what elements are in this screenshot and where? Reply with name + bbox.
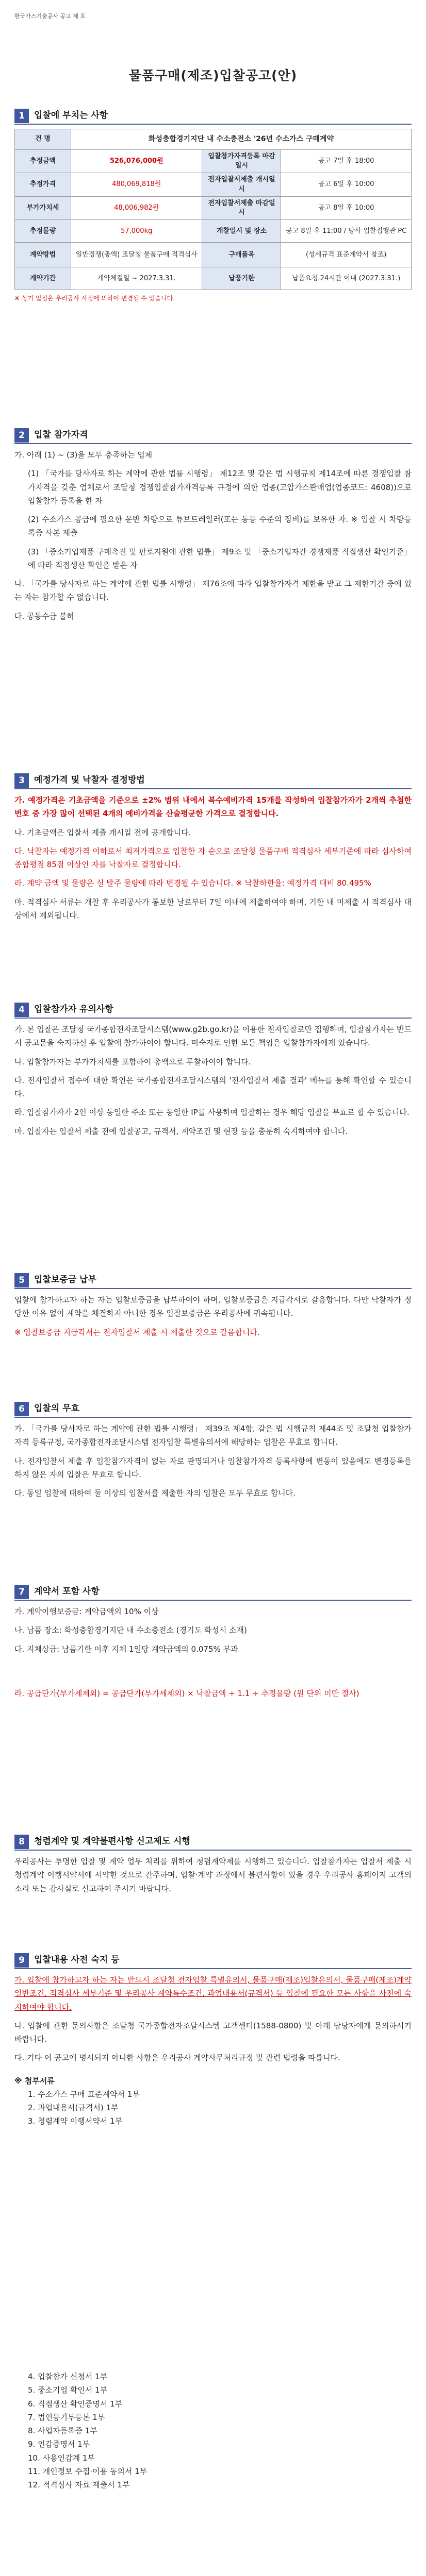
section-title: 입찰에 부치는 사항 (34, 110, 108, 121)
section-header (14, 1834, 412, 1851)
value-cell: 공고 8일 후 11:00 / 당사 입찰집행관 PC (281, 220, 412, 243)
value-cell: 납품요청 24시간 이내 (2027.3.31.) (281, 267, 412, 290)
attachment-item: 8. 사업자등록증 1부 (28, 2426, 97, 2435)
paragraph: 가. 「국가를 당사자로 하는 계약에 관한 법률 시행령」 제39조 제4항, 같은 법 시행규칙 제44조 및 조달청 입찰참가자격 등록규정, 국가종합전자조달시스템 전자입찰 특별유의서에 해당하는 입찰은 무효로 합니다. (14, 1424, 412, 1447)
label-cell: 부가가치세 (15, 196, 71, 219)
section-4 (14, 1002, 412, 1143)
schedule-note: ※ 상기 일정은 우리공사 사정에 의하여 변경될 수 있습니다. (14, 295, 175, 302)
attachment-item: 10. 사용인감계 1부 (28, 2453, 95, 2463)
section-7 (14, 1584, 412, 1705)
paragraph: 마. 입찰자는 입찰서 제출 전에 입찰공고, 규격서, 계약조건 및 현장 등을 충분히 숙지하여야 합니다. (14, 1126, 348, 1136)
paragraph: 나. 기초금액은 입찰서 제출 개시일 전에 공개합니다. (14, 827, 191, 837)
section-title: 예정가격 및 낙찰자 결정방법 (34, 775, 145, 786)
header-line: 한국가스기술공사 공고 제 호 (14, 13, 86, 20)
attachment-item: 11. 개인정보 수집·이용 동의서 1부 (28, 2466, 148, 2476)
attachment-item: 2. 과업내용서(규격서) 1부 (28, 2103, 119, 2112)
attachment-continued (14, 2370, 412, 2492)
formula-text: 라. 공급단가(부가세제외) = 공급단가(부가세제외) × 낙찰금액 ÷ 1.1 ÷ 추정물량 (원 단위 미만 절사) (14, 1688, 359, 1698)
paragraph: (2) 수소가스 공급에 필요한 운반 차량으로 튜브트레일러(또는 동등 수준의 장비)를 보유한 자. ※ 입찰 시 차량등록증 사본 제출 (28, 515, 412, 538)
attachment-item: 7. 법인등기부등본 1부 (28, 2412, 105, 2422)
section-number: 9 (14, 1953, 29, 1968)
paragraph: 가. 계약이행보증금: 계약금액의 10% 이상 (14, 1607, 159, 1616)
section-number: 8 (14, 1835, 29, 1849)
paragraph: 가. 본 입찰은 조달청 국가종합전자조달시스템(www.g2b.go.kr)을 이용한 전자입찰로만 집행하며, 입찰참가자는 반드시 공고문을 숙지하신 후 입찰에 참가하여야 합니다. 미숙지로 인한 모든 책임은 입찰참가자에게 있습니다. (14, 1025, 412, 1048)
label-cell: 계약기간 (15, 267, 71, 290)
label-cell: 추정가격 (15, 173, 71, 196)
attachment-item: 1. 수소가스 구매 표준계약서 1부 (28, 2089, 140, 2099)
section-title: 입찰보증금 납부 (34, 1275, 96, 1285)
paragraph: 다. 전자입찰서 접수에 대한 확인은 국가종합전자조달시스템의 '전자입찰서 제출 결과' 메뉴를 통해 확인할 수 있습니다. (14, 1075, 412, 1098)
label-cell: 전자입찰서제출 마감일시 (202, 196, 281, 219)
section-title: 입찰 참가자격 (34, 430, 88, 440)
section-header (14, 1584, 412, 1601)
section-header (14, 108, 412, 125)
section-header (14, 1002, 412, 1019)
section-title: 계약서 포함 사항 (34, 1586, 100, 1597)
attachment-item: 3. 청렴계약 이행서약서 1부 (28, 2116, 123, 2126)
section-title: 청렴계약 및 계약불편사항 신고제도 시행 (34, 1836, 190, 1847)
paragraph: (1) 「국가를 당사자로 하는 계약에 관한 법률 시행령」 제12조 및 같은 법 시행규칙 제14조에 따른 경쟁입찰 참가자격을 갖춘 업체로서 조달청 경쟁입찰참가자격등록 규정에 의한 업종(고압가스판매업(업종코드: 4608))으로 입찰참가 등록을 한 자 (28, 469, 412, 505)
paragraph: 다. 기타 이 공고에 명시되지 아니한 사항은 우리공사 계약사무처리규정 및 관련 법령을 따릅니다. (14, 2053, 340, 2063)
paragraph: 가. 아래 (1) ~ (3)을 모두 충족하는 업체 (14, 450, 153, 460)
section-8 (14, 1834, 412, 1901)
section-header (14, 773, 412, 789)
paragraph: 라. 계약 금액 및 물량은 실 발주 물량에 따라 변경될 수 있습니다. ※ 낙찰하한율: 예정가격 대비 80.495% (14, 878, 371, 888)
section-header (14, 1401, 412, 1418)
estimated-price: 480,069,818원 (71, 173, 202, 196)
paragraph: 라. 입찰참가자가 2인 이상 동일한 주소 또는 동일한 IP를 사용하여 입찰하는 경우 해당 입찰을 무효로 할 수 있습니다. (14, 1108, 409, 1117)
paragraph (14, 1973, 412, 2014)
section-5 (14, 1273, 412, 1344)
paragraph: 입찰에 참가하고자 하는 자는 입찰보증금을 납부하여야 하며, 입찰보증금은 지급각서로 갈음합니다. 다만 낙찰자가 정당한 이유 없이 계약을 체결하지 아니한 경우 입찰보증금은 우리공사에 귀속됩니다. (14, 1295, 412, 1318)
label-cell: 건 명 (15, 129, 71, 150)
paragraph: 다. 동일 입찰에 대하여 둘 이상의 입찰서를 제출한 자의 입찰은 모두 무효로 합니다. (14, 1488, 296, 1498)
section-number: 4 (14, 1003, 29, 1017)
summary-table (14, 129, 412, 290)
paragraph: 마. 적격심사 서류는 개찰 후 우리공사가 통보한 날로부터 7일 이내에 제출하여야 하며, 기한 내 미제출 시 적격심사 대상에서 제외됩니다. (14, 897, 412, 920)
paragraph: 가. 예정가격은 기초금액을 기준으로 ±2% 범위 내에서 복수예비가격 15개를 작성하여 입찰참가자가 2개씩 추첨한 번호 중 가장 많이 선택된 4개의 예비가격을 산술평균한 가격으로 결정합니다. (14, 795, 412, 819)
paragraph: 다. 공동수급 불허 (14, 611, 74, 621)
vat-amount: 48,006,982원 (71, 196, 202, 219)
attachments (14, 2074, 412, 2128)
label-cell: 전자입찰서제출 개시일시 (202, 173, 281, 196)
paragraph: 나. 납품 장소: 화성충합경기지단 내 수소충전소 (경기도 화성시 소재) (14, 1625, 247, 1635)
page-title: 물품구매(제조)입찰공고(안) (128, 68, 298, 83)
label-cell: 입찰참가자격등록 마감일시 (202, 150, 281, 173)
value-cell: 계약체결일 ~ 2027.3.31. (71, 267, 202, 290)
attachment-item: 9. 인감증명서 1부 (28, 2439, 90, 2449)
paragraph: ※ 입찰보증금 지급각서는 전자입찰서 제출 시 제출한 것으로 갈음합니다. (14, 1327, 260, 1337)
section-number: 1 (14, 109, 29, 123)
section-header (14, 1273, 412, 1289)
project-name: 화성충합경기지단 내 수소충전소 '26년 수소가스 구매계약 (71, 129, 412, 150)
label-cell: 추정물량 (15, 220, 71, 243)
label-cell: 납품기한 (202, 267, 281, 290)
paragraph: 나. 입찰에 관한 문의사항은 조달청 국가종합전자조달시스템 고객센터(1588-0800) 및 아래 담당자에게 문의하시기 바랍니다. (14, 2021, 412, 2044)
highlighted-text: 가. 입찰에 참가하고자 하는 자는 반드시 조달청 전자입찰 특별유의서, 물품구매(제조)입찰유의서, 물품구매(제조)계약일반조건, 적격심사 세부기준 및 우리공사 계약특수조건, 과업내용서(규격서) 등 입찰에 필요한 모든 사항을 사전에 숙지하여야 합니다. (14, 1975, 412, 2012)
section-title: 입찰내용 사전 숙지 등 (34, 1955, 120, 1965)
value-cell: 공고 6일 후 10:00 (281, 173, 412, 196)
section-2 (14, 428, 412, 628)
label-cell: 계약방법 (15, 243, 71, 267)
paragraph: (3) 「중소기업제품 구매촉진 및 판로지원에 관한 법률」 제9조 및 「중소기업자간 경쟁제품 직접생산 확인기준」에 따라 직접생산 확인을 받은 자 (28, 547, 412, 570)
section-title: 입찰의 무효 (34, 1403, 80, 1414)
value-cell: 공고 8일 후 10:00 (281, 196, 412, 219)
price-formula (14, 1687, 412, 1700)
section-number: 7 (14, 1585, 29, 1599)
label-cell: 개찰일시 및 장소 (202, 220, 281, 243)
attachment-item: 5. 중소기업 확인서 1부 (28, 2385, 108, 2395)
paragraph: 다. 지체상금: 납품기한 이후 지체 1일당 계약금액의 0.075% 부과 (14, 1644, 238, 1654)
attachment-item: 6. 직접생산 확인증명서 1부 (28, 2399, 123, 2409)
label-cell: 구매품목 (202, 243, 281, 267)
section-3 (14, 773, 412, 927)
paragraph: 다. 낙찰자는 예정가격 이하로서 최저가격으로 입찰한 자 순으로 조달청 물품구매 적격심사 세부기준에 따라 심사하여 종합평점 85점 이상인 자를 낙찰자로 결정합니다. (14, 846, 412, 869)
section-header (14, 1953, 412, 1969)
section-1 (14, 108, 412, 304)
value-cell: (성세규격 표준계약서 참조) (281, 243, 412, 267)
paragraph: 나. 「국가를 당사자로 하는 계약에 관한 법률 시행령」 제76조에 따라 입찰참가자격 제한을 받고 그 제한기간 중에 있는 자는 참가할 수 없습니다. (14, 579, 412, 602)
attachment-item: 12. 적격심사 자료 제출서 1부 (28, 2480, 130, 2489)
section-6 (14, 1401, 412, 1505)
label-cell: 추정금액 (15, 150, 71, 173)
section-number: 3 (14, 773, 29, 788)
section-number: 5 (14, 1273, 29, 1287)
estimated-amount: 526,076,000원 (71, 150, 202, 173)
paragraph: 우리공사는 투명한 입찰 및 계약 업무 처리를 위하여 청렴계약제를 시행하고 있습니다. 입찰참가자는 입찰서 제출 시 청렴계약 이행서약서에 서약한 것으로 간주하며, 입찰·계약 과정에서 불편사항이 있을 경우 우리공사 홈페이지 고객의 소리 또는 감사실로 신고하여 주시기 바랍니다. (14, 1857, 412, 1893)
section-number: 2 (14, 428, 29, 443)
section-header (14, 428, 412, 444)
estimated-quantity: 57,000kg (71, 220, 202, 243)
section-title: 입찰참가자 유의사항 (34, 1004, 113, 1015)
attachments-title: ※ 첨부서류 (14, 2076, 55, 2086)
section-9 (14, 1953, 412, 2128)
attachment-item: 4. 입찰참가 신청서 1부 (28, 2372, 108, 2381)
paragraph: 나. 전자입찰서 제출 후 입찰참가자격이 없는 자로 판명되거나 입찰참가자격 등록사항에 변동이 있음에도 변경등록을 하지 않은 자의 입찰은 무효로 합니다. (14, 1456, 412, 1479)
value-cell: 일반경쟁(총액) 조달청 물품구매 적격심사 (71, 243, 202, 267)
paragraph: 나. 입찰참가자는 부가가치세를 포함하여 총액으로 투찰하여야 합니다. (14, 1057, 251, 1066)
section-number: 6 (14, 1402, 29, 1416)
value-cell: 공고 7일 후 18:00 (281, 150, 412, 173)
